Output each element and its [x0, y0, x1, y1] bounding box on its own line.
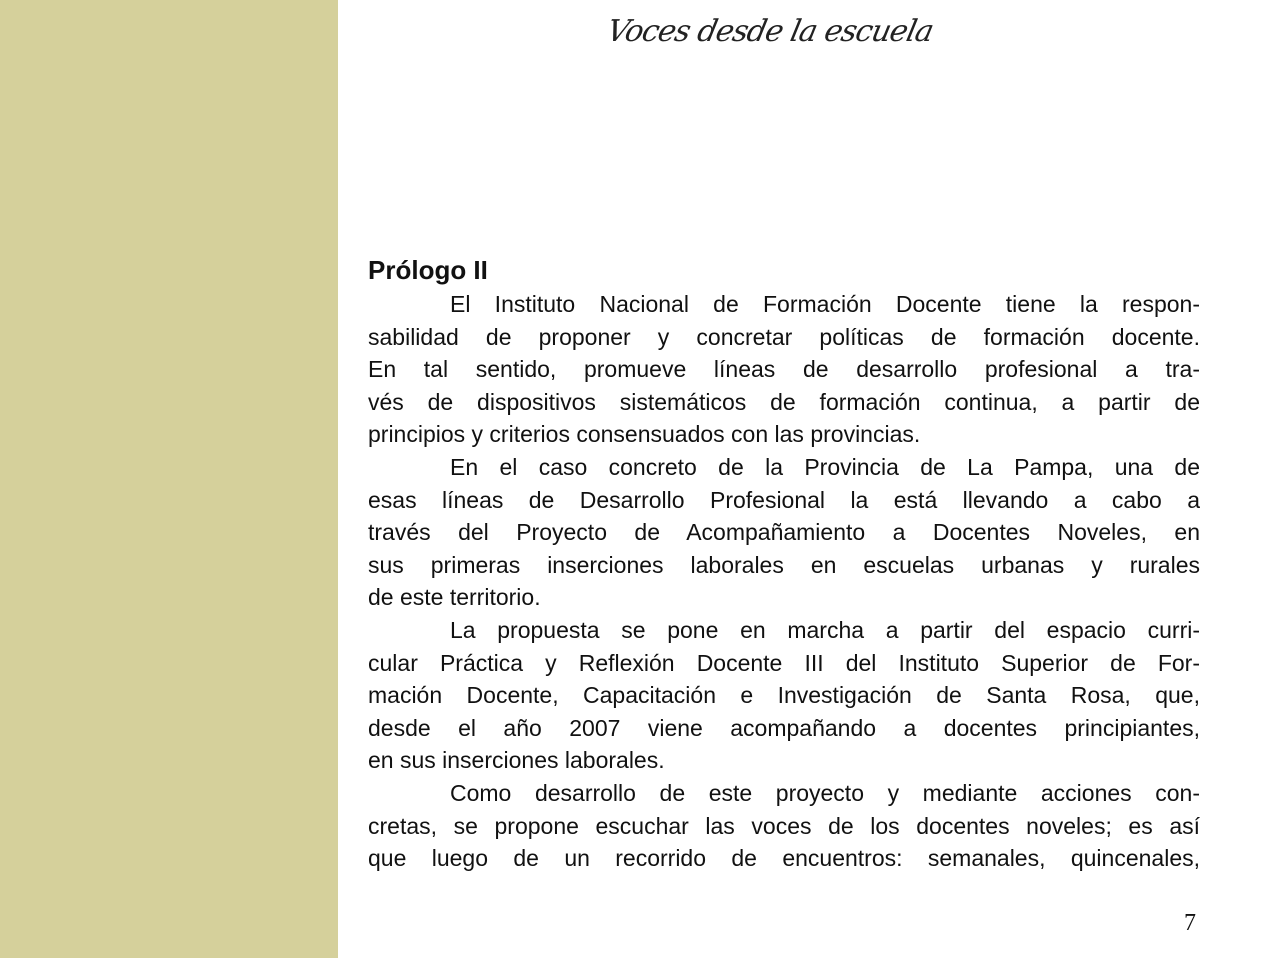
- text-line: El Instituto Nacional de Formación Docente tiene la respon-: [450, 291, 1200, 317]
- text-line: sabilidad de proponer y concretar políticas de formación docente.: [368, 323, 1200, 350]
- text-line: mación Docente, Capacitación e Investigación de Santa Rosa, que,: [368, 682, 1200, 709]
- text-line: cular Práctica y Reflexión Docente III del Instituto Superior de For-: [368, 649, 1200, 676]
- page-content: [368, 252, 1200, 875]
- text-line: En el caso concreto de la Provincia de La Pampa, una de: [450, 453, 1200, 480]
- body-text: [368, 288, 1200, 875]
- paragraph: [368, 288, 1200, 451]
- text-line: de este territorio.: [368, 584, 541, 611]
- text-line: sus primeras inserciones laborales en escuelas urbanas y rurales: [368, 551, 1200, 578]
- text-line: principios y criterios consensuados con las provincias.: [368, 421, 921, 448]
- decorative-sidebar: [0, 0, 338, 958]
- text-line: en sus inserciones laborales.: [368, 747, 665, 774]
- section-title: Prólogo II: [368, 255, 488, 285]
- page-number: 7: [1184, 910, 1196, 936]
- paragraph: [368, 777, 1200, 875]
- paragraph: [368, 451, 1200, 614]
- paragraph: [368, 614, 1200, 777]
- text-line: cretas, se propone escuchar las voces de los docentes noveles; es así: [368, 812, 1200, 839]
- text-line: La propuesta se pone en marcha a partir del espacio curri-: [450, 616, 1200, 643]
- text-line: vés de dispositivos sistemáticos de formación continua, a partir de: [368, 388, 1200, 415]
- text-line: desde el año 2007 viene acompañando a docentes principiantes,: [368, 714, 1200, 741]
- text-line: través del Proyecto de Acompañamiento a Docentes Noveles, en: [368, 519, 1200, 546]
- text-line: Como desarrollo de este proyecto y mediante acciones con-: [450, 779, 1200, 806]
- running-head: Voces desde la escuela: [603, 14, 937, 49]
- text-line: esas líneas de Desarrollo Profesional la está llevando a cabo a: [368, 486, 1200, 513]
- text-line: En tal sentido, promueve líneas de desarrollo profesional a tra-: [368, 356, 1200, 383]
- text-line: que luego de un recorrido de encuentros: semanales, quincenales,: [368, 845, 1200, 872]
